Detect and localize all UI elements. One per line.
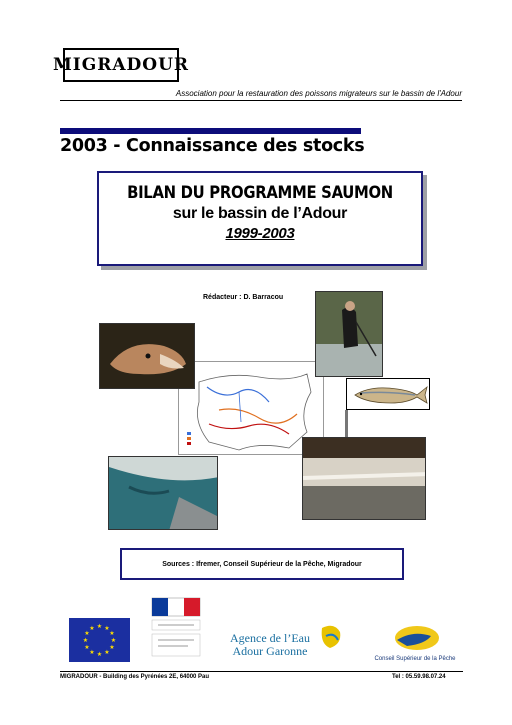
title-accent-bar bbox=[60, 128, 361, 134]
svg-text:★: ★ bbox=[96, 651, 103, 658]
salmon-head-photo bbox=[99, 323, 195, 389]
tagline: Association pour la restauration des poissons migrateurs sur le bassin de l'Adour bbox=[60, 89, 462, 101]
agence-line1: Agence de l’Eau bbox=[230, 631, 310, 645]
salmon-drawing bbox=[346, 378, 430, 410]
bilan-box bbox=[97, 171, 423, 266]
svg-text:★: ★ bbox=[109, 644, 115, 651]
footer-phone: Tel : 05.59.98.07.24 bbox=[392, 674, 446, 680]
agence-line2: Adour Garonne bbox=[232, 644, 308, 658]
svg-text:★: ★ bbox=[89, 649, 95, 656]
fish-pool-photo bbox=[108, 456, 218, 530]
svg-text:★: ★ bbox=[84, 630, 90, 637]
svg-text:★: ★ bbox=[110, 637, 117, 644]
eu-flag-logo bbox=[69, 618, 130, 662]
svg-text:★: ★ bbox=[84, 644, 90, 651]
divider bbox=[345, 410, 348, 438]
migradour-logo bbox=[52, 48, 190, 82]
page-title: 2003 - Connaissance des stocks bbox=[60, 136, 365, 156]
footer-address: MIGRADOUR - Building des Pyrénées 2E, 64000 Pau bbox=[60, 674, 210, 680]
sources-box bbox=[120, 548, 404, 580]
svg-text:★: ★ bbox=[96, 623, 103, 630]
redacteur-line: Rédacteur : D. Barracou bbox=[203, 294, 284, 301]
bilan-title-line1: BILAN DU PROGRAMME SAUMON bbox=[127, 183, 393, 202]
bilan-years: 1999-2003 bbox=[225, 225, 295, 242]
waterfall-photo bbox=[302, 437, 426, 520]
svg-text:★: ★ bbox=[104, 649, 110, 656]
fisherman-photo bbox=[315, 291, 383, 377]
svg-text:★: ★ bbox=[104, 625, 110, 632]
sources-text: Sources : Ifremer, Conseil Supérieur de la Pêche, Migradour bbox=[162, 560, 362, 568]
republique-francaise-logo bbox=[148, 596, 204, 659]
agence-eau-logo bbox=[222, 618, 348, 664]
conseil-superieur-peche-logo bbox=[367, 622, 461, 666]
csp-label: Conseil Supérieur de la Pêche bbox=[374, 656, 456, 662]
logo-text: MIGRADOUR bbox=[52, 55, 190, 75]
bilan-title-line2: sur le bassin de l’Adour bbox=[172, 205, 348, 222]
svg-text:★: ★ bbox=[89, 625, 95, 632]
svg-text:★: ★ bbox=[109, 630, 115, 637]
svg-text:★: ★ bbox=[82, 637, 89, 644]
footer-divider bbox=[60, 671, 463, 672]
